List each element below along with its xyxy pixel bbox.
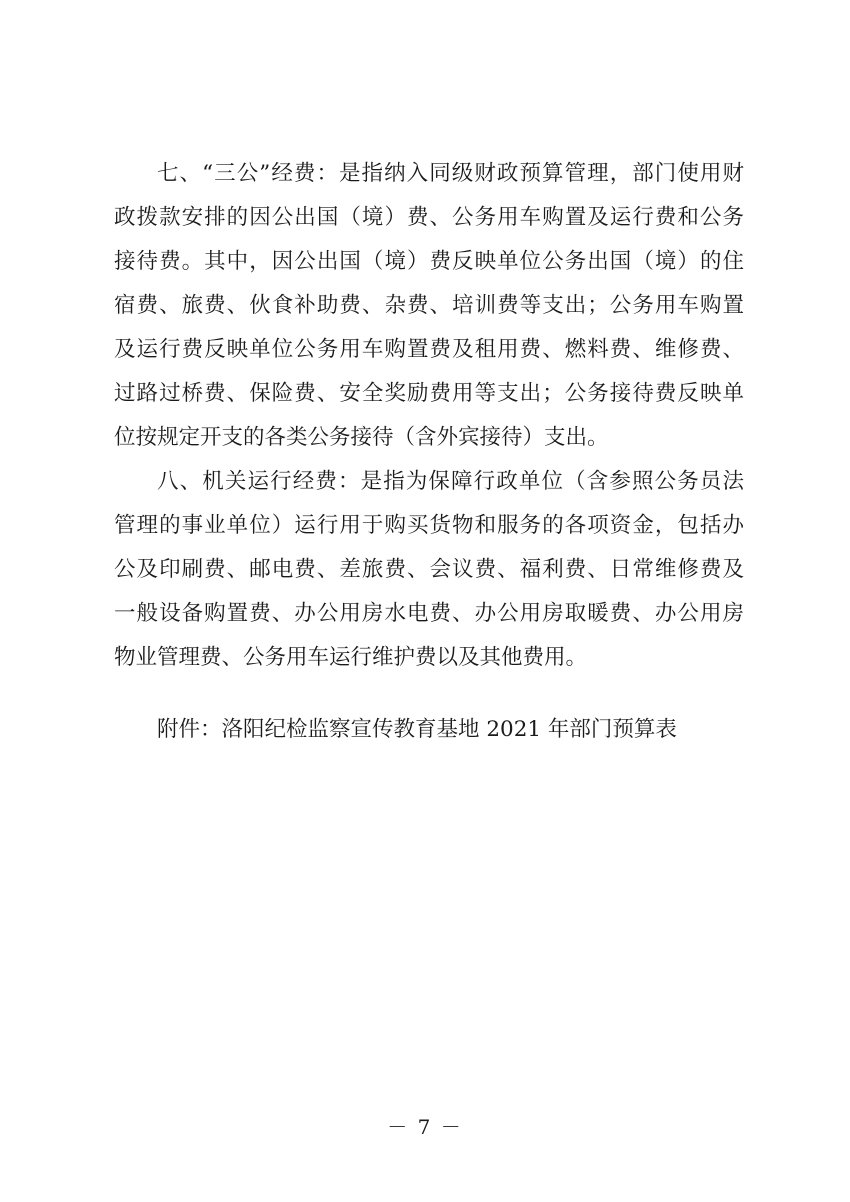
paragraph-line: 八、机关运行经费：是指为保障行政单位（含参照公务员法: [157, 469, 744, 494]
attachment-note: 附件：洛阳纪检监察宣传教育基地 2021 年部门预算表: [157, 717, 677, 742]
page-number: － 7 －: [387, 1115, 463, 1139]
paragraph-line: 过路过桥费、保险费、安全奖励费用等支出；公务接待费反映单: [114, 381, 744, 406]
paragraph-line: 管理的事业单位）运行用于购买货物和服务的各项资金，包括办: [114, 513, 744, 538]
paragraph-line: 位按规定开支的各类公务接待（含外宾接待）支出。: [114, 425, 609, 450]
paragraph-line: 接待费。其中，因公出国（境）费反映单位公务出国（境）的住: [114, 249, 744, 274]
paragraph-line: 政拨款安排的因公出国（境）费、公务用车购置及运行费和公务: [114, 205, 744, 230]
paragraph-line: 宿费、旅费、伙食补助费、杂费、培训费等支出；公务用车购置: [114, 293, 744, 318]
section-seven-paragraph: [114, 152, 744, 460]
paragraph-line: 公及印刷费、邮电费、差旅费、会议费、福利费、日常维修费及: [114, 557, 744, 582]
paragraph-line: 及运行费反映单位公务用车购置费及租用费、燃料费、维修费、: [114, 337, 744, 362]
document-body: [114, 152, 744, 680]
paragraph-line: 七、“三公”经费：是指纳入同级财政预算管理，部门使用财: [157, 161, 744, 186]
section-eight-paragraph: [114, 460, 744, 680]
paragraph-line: 物业管理费、公务用车运行维护费以及其他费用。: [114, 645, 588, 670]
paragraph-line: 一般设备购置费、办公用房水电费、办公用房取暖费、办公用房: [114, 601, 744, 626]
